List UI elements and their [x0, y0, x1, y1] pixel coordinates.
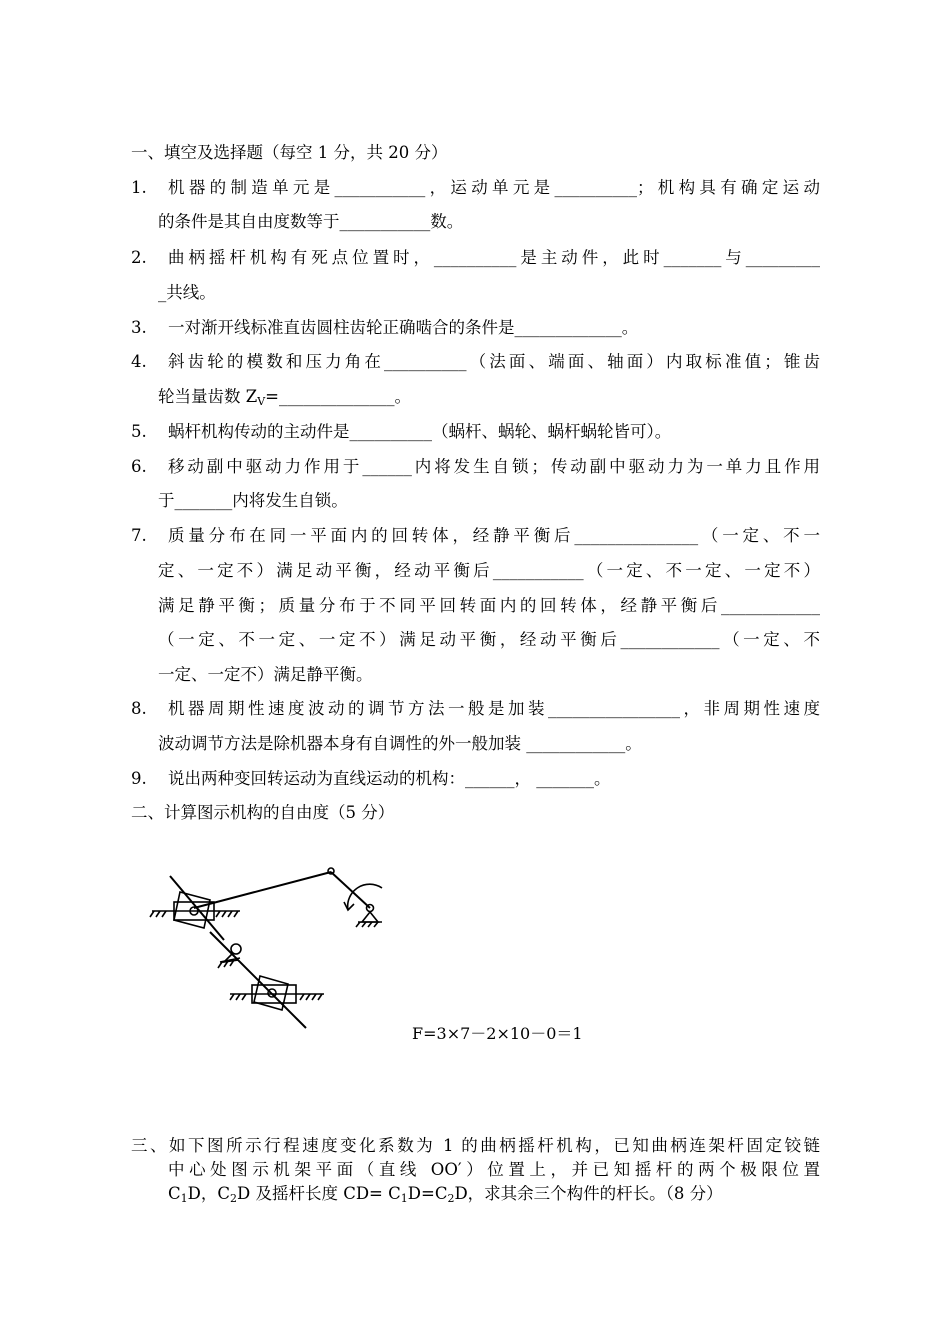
item-number: 9. — [131, 769, 147, 788]
item-text: 一定、一定不）满足静平衡。 — [158, 665, 373, 684]
item-number: 2. — [131, 248, 147, 267]
item-text: 机器周期性速度波动的调节方法一般是加装________________，非周期性速度 — [168, 699, 820, 718]
item-number: 6. — [131, 457, 147, 476]
item-text: 于_______内将发生自锁。 — [158, 491, 348, 510]
item-text: 说出两种变回转运动为直线运动的机构：______， _______。 — [168, 769, 611, 788]
mechanism-diagram — [148, 842, 410, 1032]
section3-line1: 三、如下图所示行程速度变化系数为 1 的曲柄摇杆机构，已知曲柄连架杆固定铰链 — [131, 1136, 820, 1155]
item-text: 定、一定不）满足动平衡，经动平衡后___________（一定、不一定、一定不） — [158, 561, 820, 580]
item-number: 5. — [131, 422, 147, 441]
item-number: 4. — [131, 352, 147, 371]
item-text: 的条件是其自由度数等于___________数。 — [158, 212, 464, 231]
item-number: 1. — [131, 178, 147, 197]
item-number: 3. — [131, 318, 147, 337]
item-text: 满足静平衡；质量分布于不同平回转面内的回转体，经静平衡后____________ — [158, 596, 820, 615]
item-text: 斜齿轮的模数和压力角在__________（法面、端面、轴面）内取标准值；锥齿 — [168, 352, 820, 371]
item-text: 质量分布在同一平面内的回转体，经静平衡后_______________（一定、不一 — [168, 526, 820, 545]
item-text: （一定、不一定、一定不）满足动平衡，经动平衡后____________（一定、不 — [158, 630, 820, 649]
item-number: 8. — [131, 699, 147, 718]
item-text-zv: 轮当量齿数 $Z_V=\_\_\_\_\_\_\_\_\_\_\_\_\_\_$。 — [158, 387, 411, 408]
section1-heading: 一、填空及选择题（每空 1 分，共 20 分） — [131, 143, 448, 162]
item-number: 7. — [131, 526, 147, 545]
dof-formula: F=3×7－2×10－0＝1 — [412, 1024, 583, 1043]
item-text: 机器的制造单元是___________，运动单元是__________；机构具有确定运动 — [168, 178, 820, 197]
item-text: 蜗杆机构传动的主动件是__________（蜗杆、蜗轮、蜗杆蜗轮皆可）。 — [168, 422, 672, 441]
item-text: 移动副中驱动力作用于______内将发生自锁；传动副中驱动力为一单力且作用 — [168, 457, 820, 476]
item-text: 一对渐开线标准直齿圆柱齿轮正确啮合的条件是_____________。 — [168, 318, 639, 337]
item-text: 波动调节方法是除机器本身有自调性的外一般加装 ____________。 — [158, 734, 642, 753]
section3-line2: 中心处图示机架平面（直线 OO′）位置上，并已知摇杆的两个极限位置 — [168, 1160, 820, 1179]
section3-line3: $C_1D$，$C_2D$ 及摇杆长度 $CD= C_1D=C_2D$，求其余三个构件的杆长。（8 分） — [168, 1184, 723, 1205]
section2-heading: 二、计算图示机构的自由度（5 分） — [131, 803, 395, 822]
item-text: _共线。 — [158, 283, 216, 302]
item-text: 曲柄摇杆机构有死点位置时，__________是主动件，此时_______与_________ — [168, 248, 820, 267]
